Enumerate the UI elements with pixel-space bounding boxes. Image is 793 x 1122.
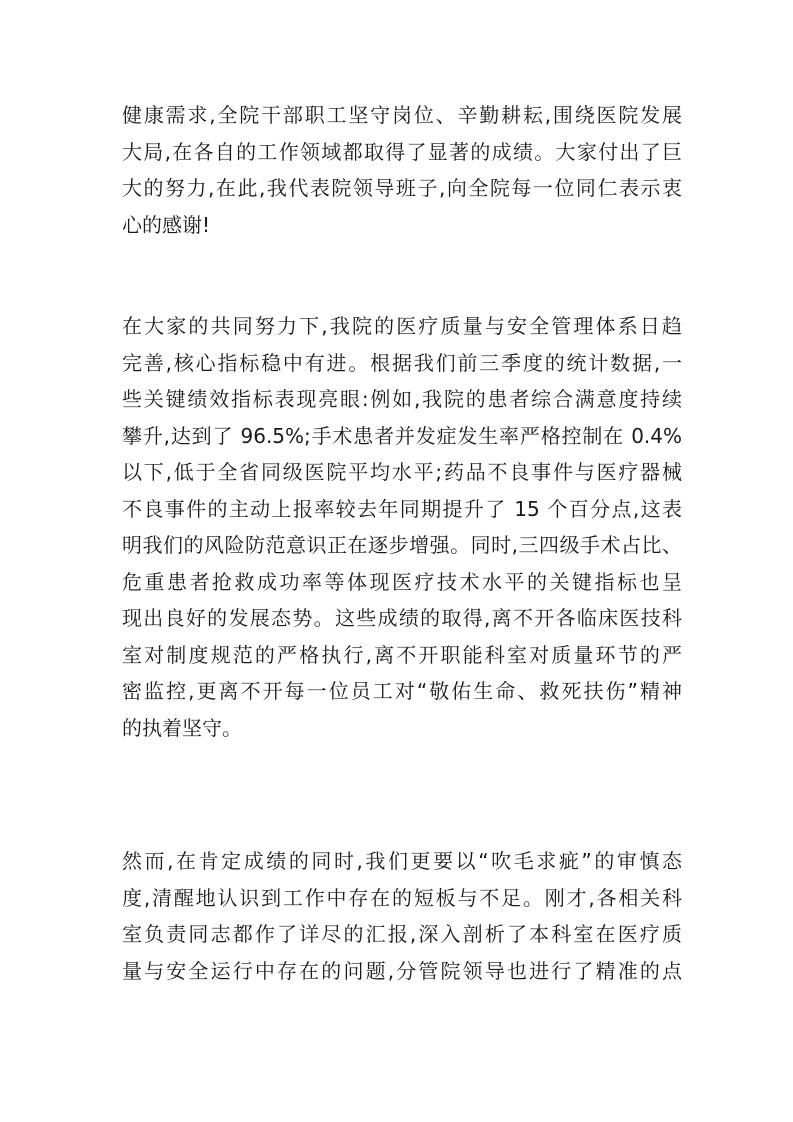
paragraph-line: 以下,低于全省同级医院平均水平;药品不良事件与医疗器械 xyxy=(122,460,682,484)
paragraph-line: 密监控,更离不开每一位员工对“敬佑生命、救死扶伤”精神 xyxy=(122,679,682,703)
paragraph-line: 大的努力,在此,我代表院领导班子,向全院每一位同仁表示衷 xyxy=(122,176,682,200)
paragraph-line: 的执着坚守。 xyxy=(122,715,242,740)
paragraph-3 xyxy=(122,843,682,989)
paragraph-line: 度,清醒地认识到工作中存在的短板与不足。刚才,各相关科 xyxy=(122,885,682,910)
paragraph-line: 量与安全运行中存在的问题,分管院领导也进行了精准的点 xyxy=(122,958,682,983)
paragraph-line: 明我们的风险防范意识正在逐步增强。同时,三四级手术占比、 xyxy=(122,533,682,557)
paragraph-line: 现出良好的发展态势。这些成绩的取得,离不开各临床医技科 xyxy=(122,606,682,630)
paragraph-line: 室对制度规范的严格执行,离不开职能科室对质量环节的严 xyxy=(122,642,682,667)
paragraph-line: 室负责同志都作了详尽的汇报,深入剖析了本科室在医疗质 xyxy=(122,922,682,946)
paragraph-2 xyxy=(122,308,682,746)
paragraph-line: 心的感谢! xyxy=(122,212,211,237)
paragraph-line: 大局,在各自的工作领域都取得了显著的成绩。大家付出了巨 xyxy=(122,139,682,164)
paragraph-line: 些关键绩效指标表现亮眼:例如,我院的患者综合满意度持续 xyxy=(122,387,682,411)
paragraph-line: 不良事件的主动上报率较去年同期提升了 15 个百分点,这表 xyxy=(122,496,682,521)
paragraph-line: 完善,核心指标稳中有进。根据我们前三季度的统计数据,一 xyxy=(122,350,682,375)
paragraph-line: 攀升,达到了 96.5%;手术患者并发症发生率严格控制在 0.4% xyxy=(122,423,682,448)
paragraph-line: 在大家的共同努力下,我院的医疗质量与安全管理体系日趋 xyxy=(122,314,682,338)
paragraph-line: 健康需求,全院干部职工坚守岗位、辛勤耕耘,围绕医院发展 xyxy=(122,103,682,127)
paragraph-1 xyxy=(122,97,682,243)
paragraph-line: 然而,在肯定成绩的同时,我们更要以“吹毛求疵”的审慎态 xyxy=(122,849,682,873)
paragraph-line: 危重患者抢救成功率等体现医疗技术水平的关键指标也呈 xyxy=(122,569,682,594)
